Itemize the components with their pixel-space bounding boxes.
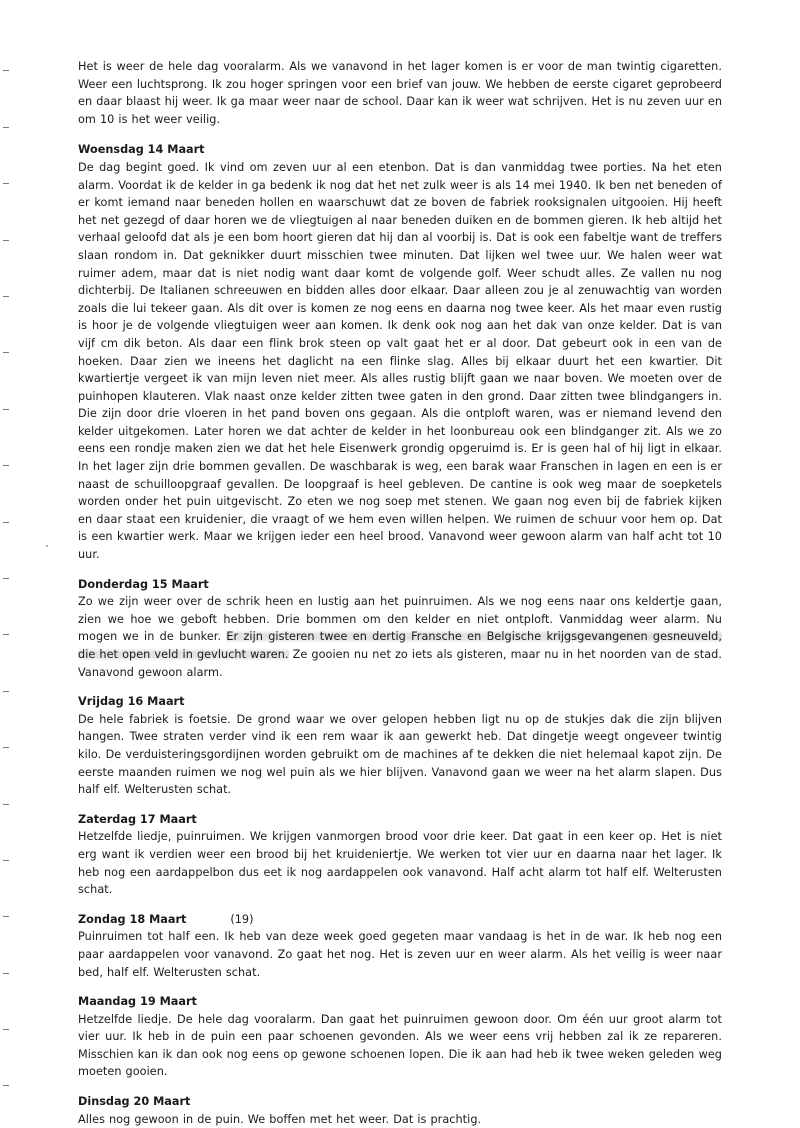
- entry-zaterdag: [78, 811, 722, 899]
- diary-text: [78, 58, 722, 1128]
- entry-dinsdag: [78, 1093, 722, 1128]
- entry-text: Alles nog gewoon in de puin. We boffen met het weer. Dat is prachtig.: [78, 1112, 482, 1126]
- entry-text: [78, 593, 722, 681]
- binder-margin-marks: [0, 0, 12, 1118]
- entry-text: Puinruimen tot half een. Ik heb van deze week goed gegeten maar vandaag is het in de war. Ik heb nog een paar aardappelen voor vanavond. Zo gaat het nog. Het is zeven uur en weer alarm. Als het veilig is weer naar bed, half elf. Welterusten schat.: [78, 930, 722, 979]
- page-number: (19): [230, 912, 254, 926]
- entry-date: Zondag 18 Maart: [78, 912, 187, 926]
- entry-woensdag: [78, 141, 722, 563]
- entry-text-part: Ze gooien nu net zo iets als gisteren, maar nu in het noorden van de stad. Vanavond gewoon alarm.: [78, 648, 722, 679]
- entry-text: De dag begint goed. Ik vind om zeven uur al een etenbon. Dat is dan vanmiddag twee porties. Na het eten alarm. Voordat ik de kelder in ga bedenk ik nog dat het net zulk weer is als 14 mei 1940. Ik ben net beneden of er komt iemand naar beneden hollen en waarschuwt dat ze boven de fabriek rooksignalen uitgooien. Hij heeft het net gezegd of daar horen we de vliegtuigen al naar beneden duiken en de bommen gieren. Ik heb altijd het verhaal geloofd dat als je een bom hoort gieren dat hij dan al voorbij is. Dat is ook een fabeltje want de treffers slaan rondom in. Dat geknikker duurt misschien twee minuten. Dat lijken wel twee uur. We halen weer wat ruimer adem, maar dat is niet nodig want daar komt de volgende golf. Weer schudt alles. Ze vallen nu nog dichterbij. De Italianen schreeuwen en bidden alles door elkaar. Daar alleen zou je al zenuwachtig van worden zoals die lui tekeer gaan. Als dit over is komen ze nog eens en daarna nog twee keer. Als het maar even rustig is hoor je de volgende vliegtuigen weer aan komen. Ik denk ook nog aan het dak van onze kelder. Dat is van vijf cm dik beton. Als daar een flink brok steen op valt gaat het er al door. Dat gebeurt ook in een van de hoeken. Daar zien we ineens het daglicht na een flinke slag. Alles bij elkaar duurt het een kwartier. Dit kwartiertje vergeet ik van mijn leven niet meer. Als alles rustig blijft gaan we naar boven. We moeten over de puinhopen klauteren. Vlak naast onze kelder zitten twee gaten in den grond. Daar zitten twee blindgangers in. Die zijn door drie vloeren in het pand boven ons gegaan. Als die ontploft waren, was er niemand levend den kelder uitgekomen. Later horen we dat achter de kelder in het loonbureau ook een blindganger zit. Als we zo eens een rondje maken zien we dat het hele Eisenwerk grondig opgeruimd is. Er is geen hal of hij ligt in elkaar. In het lager zijn drie bommen gevallen. De waschbarak is weg, een barak waar Franschen in lagen en een is er naast de schuilloopgraaf gevallen. De loopgraaf is heel gebleven. De cantine is ook weg maar de soepketels worden onder het puin uitgevischt. Zo eten we nog soep met stenen. We gaan nog even bij de fabriek kijken en daar staat een kruidenier, die vraagt of we hem even willen helpen. We ruimen de schuur voor hem op. Dat is een kwartier werk. Maar we krijgen ieder een heel brood. Vanavond weer gewoon alarm van half acht tot 10 uur.: [78, 160, 722, 562]
- entry-text: De hele fabriek is foetsie. De grond waar we over gelopen hebben ligt nu op de stukjes dak die zijn blijven hangen. Twee straten verder vind ik een rem waar ik aan gewerkt heb. Dat dingetje weegt ongeveer twintig kilo. De verduisteringsgordijnen worden gebruikt om de machines af te dekken die niet helemaal kapot zijn. De eerste maanden ruimen we nog wel puin als we hier blijven. Vanavond gaan we weer na het alarm slapen. Dus half elf. Welterusten schat.: [78, 712, 722, 797]
- highlighted-passage: Er zijn gisteren twee en dertig Fransche en Belgische krijgsgevangenen gesneuveld, die het open veld in gevlucht waren.: [78, 630, 722, 661]
- entry-text: Hetzelfde liedje, puinruimen. We krijgen vanmorgen brood voor drie keer. Dat gaat in een keer op. Het is niet erg want ik verdien weer een brood bij het kruideniertje. We werken tot vier uur en daarna naar het lager. Ik heb nog een aardappelbon dus eet ik nog aardappelen ook vanavond. Half acht alarm tot half elf. Welterusten schat.: [78, 830, 722, 897]
- entry-zondag: [78, 911, 722, 981]
- entry-date-line: [78, 911, 722, 929]
- entry-date: Vrijdag 16 Maart: [78, 695, 185, 709]
- entry-date: Maandag 19 Maart: [78, 995, 197, 1009]
- entry-date: Woensdag 14 Maart: [78, 143, 205, 157]
- entry-text-part: Zo we zijn weer over de schrik heen en lustig aan het puinruimen. Als we nog eens naar ons keldertje gaan, zien we hoe we geboft hebben. Drie bommen om den kelder en niet ontploft. Vanmiddag weer alarm. Nu mogen we in de bunker.: [78, 595, 722, 644]
- entry-date: Donderdag 15 Maart: [78, 577, 209, 591]
- paper-speck: [46, 545, 48, 547]
- entry-text: Hetzelfde liedje. De hele dag vooralarm. Dan gaat het puinruimen gewoon door. Om één uur groot alarm tot vier uur. Ik heb in de puin een paar schoenen gevonden. Als we weer eens vrij hebben zal ik ze repareren. Misschien kan ik dan ook nog eens op gewone schoenen lopen. Die ik aan had heb ik twee weken geleden weg moeten gooien.: [78, 1012, 722, 1079]
- entry-date: Dinsdag 20 Maart: [78, 1095, 191, 1109]
- entry-maandag: [78, 993, 722, 1081]
- entry-vrijdag: [78, 693, 722, 799]
- entry-date: Zaterdag 17 Maart: [78, 812, 197, 826]
- entry-donderdag: [78, 576, 722, 682]
- intro-paragraph: Het is weer de hele dag vooralarm. Als we vanavond in het lager komen is er voor de man twintig cigaretten. Weer een luchtsprong. Ik zou hoger springen voor een brief van jouw. We hebben de eerste cigaret geprobeerd en daar blaast hij weer. Ik ga maar weer naar de school. Daar kan ik weer wat schrijven. Het is nu zeven uur en om 10 is het weer veilig.: [78, 60, 722, 126]
